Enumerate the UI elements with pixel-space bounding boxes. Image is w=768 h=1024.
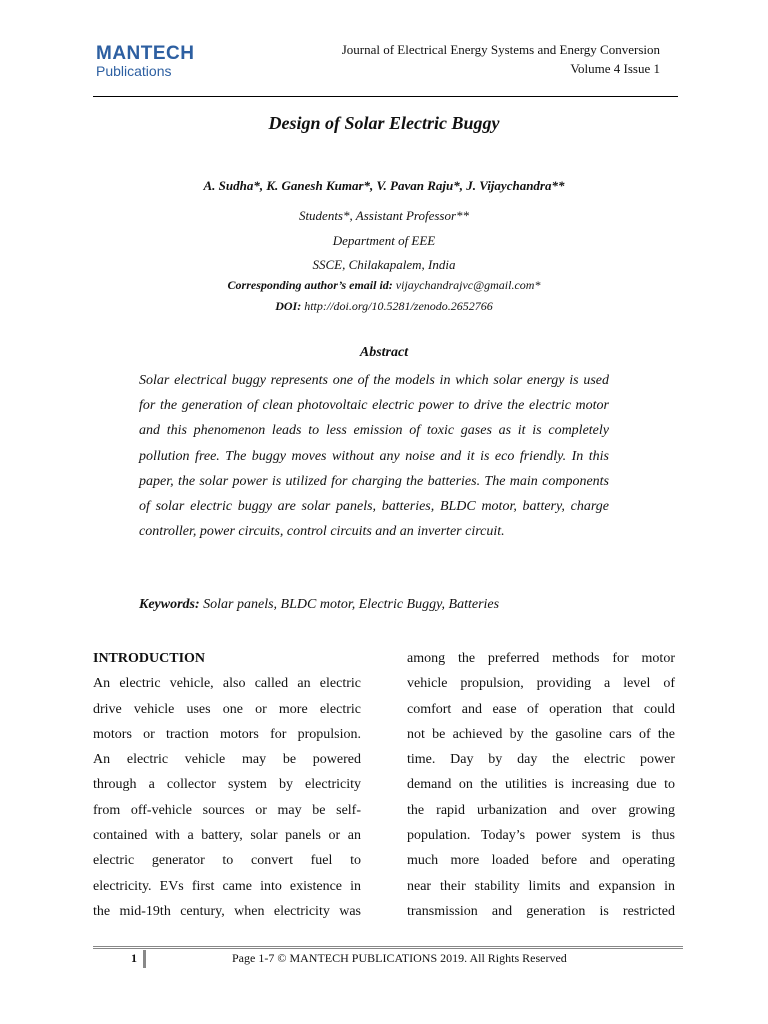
body-line: population. Today’s power system is thus: [407, 828, 675, 844]
doi-link[interactable]: http://doi.org/10.5281/zenodo.2652766: [304, 299, 493, 313]
keywords-label: Keywords:: [139, 597, 200, 612]
body-line: transmission and generation is restricted: [407, 903, 675, 919]
logo-brand: MANTECH: [96, 43, 195, 64]
header-divider: [93, 96, 678, 97]
left-column: [93, 646, 361, 924]
body-line: among the preferred methods for motor: [407, 651, 675, 666]
email-label: Corresponding author’s email id:: [227, 278, 393, 292]
doi-label: DOI:: [275, 299, 302, 313]
section-heading-introduction: INTRODUCTION: [93, 651, 206, 666]
corresponding-email: [0, 278, 768, 293]
author-institution: SSCE, Chilakapalem, India: [312, 257, 456, 272]
body-line: contained with a battery, solar panels or an: [93, 828, 361, 844]
author-roles: Students*, Assistant Professor**: [298, 208, 470, 223]
email-value[interactable]: vijaychandrajvc@gmail.com*: [395, 278, 541, 292]
keywords-value: Solar panels, BLDC motor, Electric Buggy, Batteries: [203, 597, 500, 612]
body-line: much more loaded before and operating: [407, 853, 675, 869]
journal-volume: Volume 4 Issue 1: [570, 61, 660, 76]
body-line: electricity. EVs first came into existence in: [93, 878, 361, 894]
body-line: An electric vehicle, also called an electric: [93, 676, 361, 692]
body-line: from off-vehicle sources or may be self-: [93, 802, 361, 818]
publisher-logo: [96, 44, 196, 84]
paper-title: Design of Solar Electric Buggy: [268, 113, 500, 133]
keywords-line: [139, 597, 499, 613]
body-line: comfort and ease of operation that could: [407, 701, 675, 717]
body-line: time. Day by day the electric power: [407, 752, 675, 768]
journal-name: Journal of Electrical Energy Systems and Energy Conversion: [341, 42, 660, 57]
body-line: vehicle propulsion, providing a level of: [407, 676, 675, 692]
body-line: through a collector system by electricity: [93, 777, 361, 793]
author-department: Department of EEE: [332, 233, 436, 248]
body-line: near their stability limits and expansion in: [407, 878, 675, 894]
logo-subtitle: Publications: [96, 63, 172, 79]
abstract-heading: Abstract: [359, 345, 409, 360]
abstract-text: Solar electrical buggy represents one of the models in which solar energy is used for the generation of clean photovoltaic electric power to drive the electric motor and this phenomenon leads to less emission of toxic gases as it is completely pollution free. The buggy moves without any noise and it is eco friendly. In this paper, the solar power is utilized for charging the batteries. The main components of solar electric buggy are solar panels, batteries, BLDC motor, battery, charge controller, power circuits, control circuits and an inverter circuit.: [139, 373, 609, 540]
right-column: [407, 646, 675, 924]
body-line: An electric vehicle may be powered: [93, 752, 361, 768]
paper-authors: A. Sudha*, K. Ganesh Kumar*, V. Pavan Raju*, J. Vijaychandra**: [203, 178, 565, 193]
body-line: the mid-19th century, when electricity was: [93, 903, 361, 919]
body-line: the rapid urbanization and over growing: [407, 802, 675, 818]
body-line: electric generator to convert fuel to: [93, 853, 361, 869]
body-line: not be achieved by the gasoline cars of the: [407, 726, 675, 742]
body-line: drive vehicle uses one or more electric: [93, 701, 361, 717]
body-line: motors or traction motors for propulsion.: [93, 726, 361, 742]
journal-header: [342, 40, 660, 78]
copyright-footer: Page 1-7 © MANTECH PUBLICATIONS 2019. All Rights Reserved: [232, 951, 567, 965]
doi-line: [0, 299, 768, 314]
footer-divider: [93, 946, 683, 949]
page-number: 1: [131, 950, 146, 968]
body-line: demand on the utilities is increasing due to: [407, 777, 675, 793]
